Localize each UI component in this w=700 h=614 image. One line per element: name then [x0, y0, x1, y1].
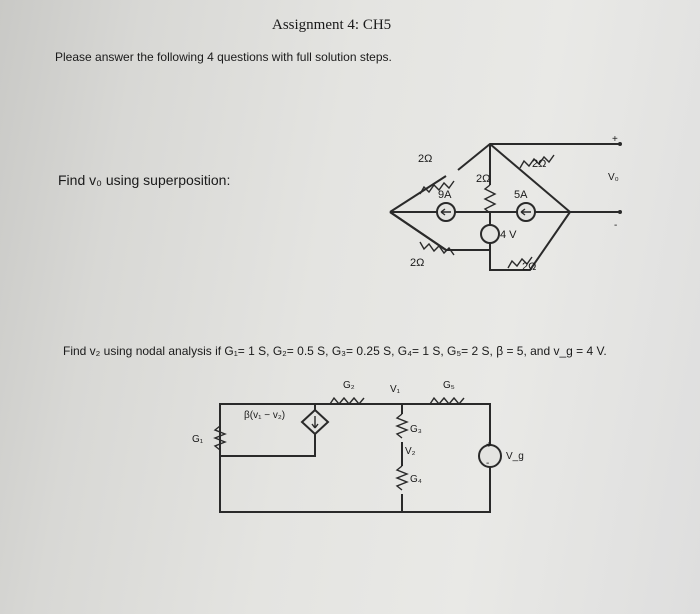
instructions-text: Please answer the following 4 questions with full solution steps.	[55, 50, 392, 64]
label-out: V₀	[608, 172, 619, 183]
label-v1: V₁	[390, 384, 401, 395]
label-r-top-right: 2Ω	[532, 158, 547, 170]
resistor-g3	[397, 414, 407, 438]
label-g2: G₂	[343, 380, 355, 391]
label-out-plus: +	[612, 134, 618, 145]
voltage-source-4v	[481, 225, 499, 243]
label-g1: G₁	[192, 434, 204, 445]
terminal	[618, 210, 622, 214]
label-src-minus: -	[486, 458, 490, 469]
label-r-top-left: 2Ω	[418, 153, 433, 165]
circuit-1-diagram	[380, 130, 630, 280]
label-i-source-left: 9A	[438, 189, 452, 201]
wire	[490, 144, 570, 212]
terminal	[618, 142, 622, 146]
label-r-bottom-right: 2Ω	[522, 261, 537, 273]
label-dep-source: β(v₁ − v₂)	[244, 410, 286, 421]
label-vg: V_g	[506, 451, 524, 462]
label-g3: G₃	[410, 424, 422, 435]
label-v-source: 4 V	[500, 229, 517, 241]
resistor-top-mid	[485, 185, 495, 213]
circuit-2-diagram	[180, 364, 524, 524]
question-1-text: Find v₀ using superposition:	[58, 172, 231, 188]
question-2-text: Find v₂ using nodal analysis if G₁= 1 S, G₂= 0.5 S, G₃= 0.25 S, G₄= 1 S, G₅= 2 S, β = 5, and v_g = 4 V.	[63, 344, 607, 358]
label-src-plus: +	[486, 440, 492, 451]
label-g4: G₄	[410, 474, 422, 485]
resistor-g4	[397, 466, 407, 490]
label-g5: G₅	[443, 380, 455, 391]
wire	[390, 212, 446, 250]
label-r-bottom-left: 2Ω	[410, 257, 425, 269]
label-out-minus: -	[614, 220, 618, 231]
label-i-source-right: 5A	[514, 189, 528, 201]
label-r-top-mid: 2Ω	[476, 173, 491, 185]
assignment-title: Assignment 4: CH5	[272, 17, 392, 33]
label-v2: V₂	[405, 446, 416, 457]
